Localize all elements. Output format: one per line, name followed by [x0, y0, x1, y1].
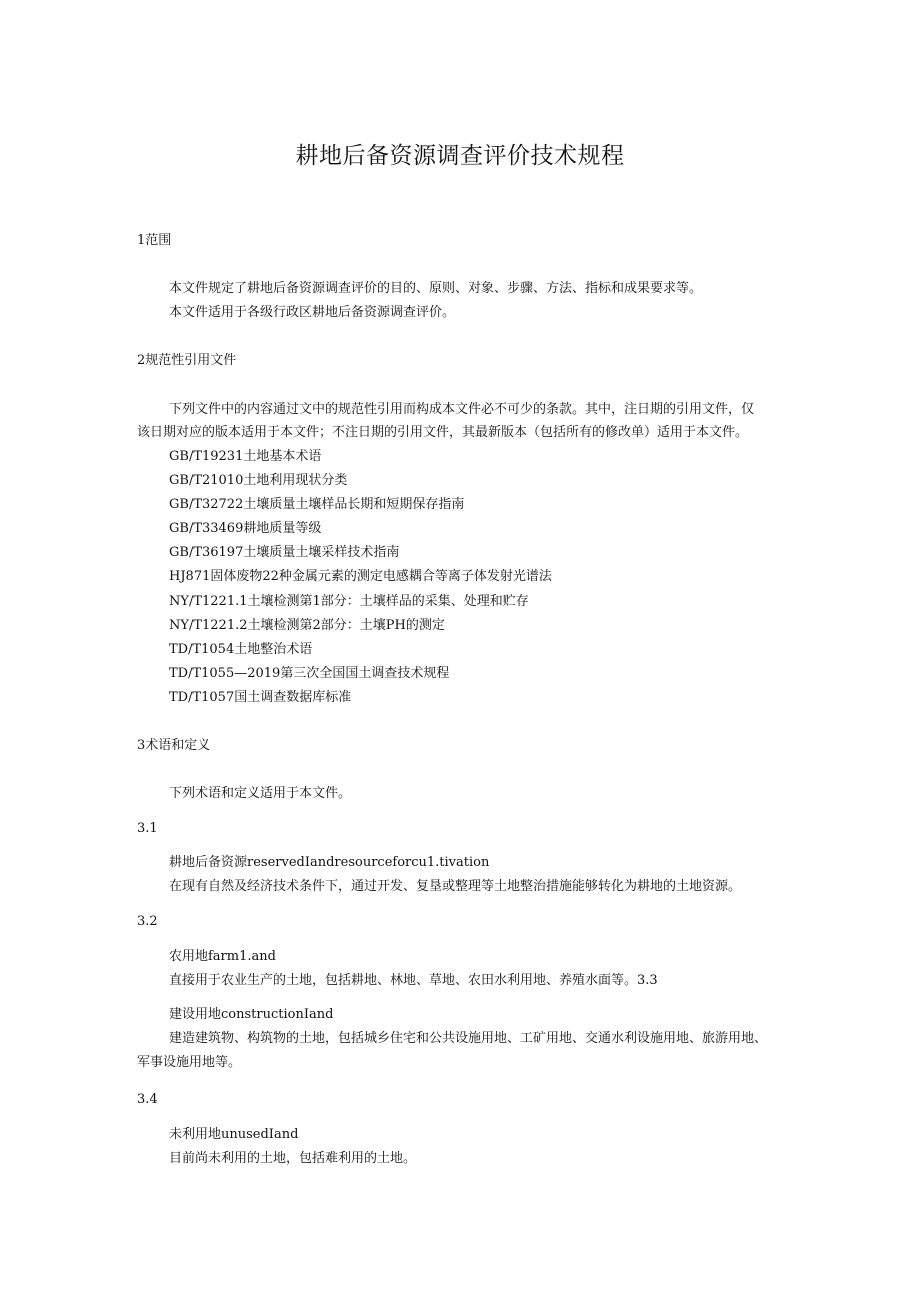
section-3-heading: 3术语和定义 — [137, 738, 211, 753]
reference-item: NY/T1221.2土壤检测第2部分：土壤PH的测定 — [169, 618, 445, 633]
term-3-3-definition-line-2: 军事设施用地等。 — [137, 1055, 242, 1070]
term-3-4-term: 未利用地unusedIand — [169, 1127, 299, 1142]
term-3-1-term: 耕地后备资源reservedIandresourceforcu1.tivation — [169, 855, 490, 870]
section-2-intro-line-1: 下列文件中的内容通过文中的规范性引用而构成本文件必不可少的条款。其中，注日期的引用文件，仅 — [169, 402, 755, 417]
section-3-intro: 下列术语和定义适用于本文件。 — [169, 786, 352, 801]
reference-item: GB/T32722土壤质量土壤样品长期和短期保存指南 — [169, 497, 465, 512]
section-2-heading: 2规范性引用文件 — [137, 353, 237, 368]
term-3-2-number: 3.2 — [137, 914, 158, 929]
term-3-3-term: 建设用地constructionIand — [169, 1007, 334, 1022]
term-3-1-definition: 在现有自然及经济技术条件下，通过开发、复垦或整理等土地整治措施能够转化为耕地的土地资源。 — [169, 879, 742, 894]
reference-item: TD/T1054土地整治术语 — [169, 642, 313, 657]
section-2-intro-line-2: 该日期对应的版本适用于本文件；不注日期的引用文件，其最新版本（包括所有的修改单）适用于本文件。 — [137, 425, 749, 440]
section-1-paragraph-2: 本文件适用于各级行政区耕地后备资源调查评价。 — [169, 305, 456, 320]
term-3-4-definition: 目前尚未利用的土地，包括难利用的土地。 — [169, 1151, 417, 1166]
reference-item: TD/T1057国土调查数据库标准 — [169, 690, 352, 705]
section-1-paragraph-1: 本文件规定了耕地后备资源调查评价的目的、原则、对象、步骤、方法、指标和成果要求等。 — [169, 281, 703, 296]
term-3-2-definition: 直接用于农业生产的土地，包括耕地、林地、草地、农田水利用地、养殖水面等。3.3 — [169, 973, 658, 988]
document-title: 耕地后备资源调查评价技术规程 — [295, 143, 625, 169]
reference-item: HJ871固体废物22种金属元素的测定电感耦合等离子体发射光谱法 — [169, 569, 552, 584]
term-3-2-term: 农用地farm1.and — [169, 949, 276, 964]
reference-item: GB/T19231土地基本术语 — [169, 449, 322, 464]
reference-item: GB/T21010土地利用现状分类 — [169, 473, 348, 488]
term-3-1-number: 3.1 — [137, 821, 158, 836]
term-3-4-number: 3.4 — [137, 1092, 158, 1107]
section-1-heading: 1范围 — [137, 233, 172, 248]
reference-item: NY/T1221.1土壤检测第1部分：土壤样品的采集、处理和贮存 — [169, 594, 529, 609]
reference-item: TD/T1055—2019第三次全国国土调查技术规程 — [169, 666, 450, 681]
reference-item: GB/T36197土壤质量土壤采样技术指南 — [169, 545, 400, 560]
reference-item: GB/T33469耕地质量等级 — [169, 521, 322, 536]
term-3-3-definition-line-1: 建造建筑物、构筑物的土地，包括城乡住宅和公共设施用地、工矿用地、交通水利设施用地、旅游用地、 — [169, 1031, 768, 1046]
